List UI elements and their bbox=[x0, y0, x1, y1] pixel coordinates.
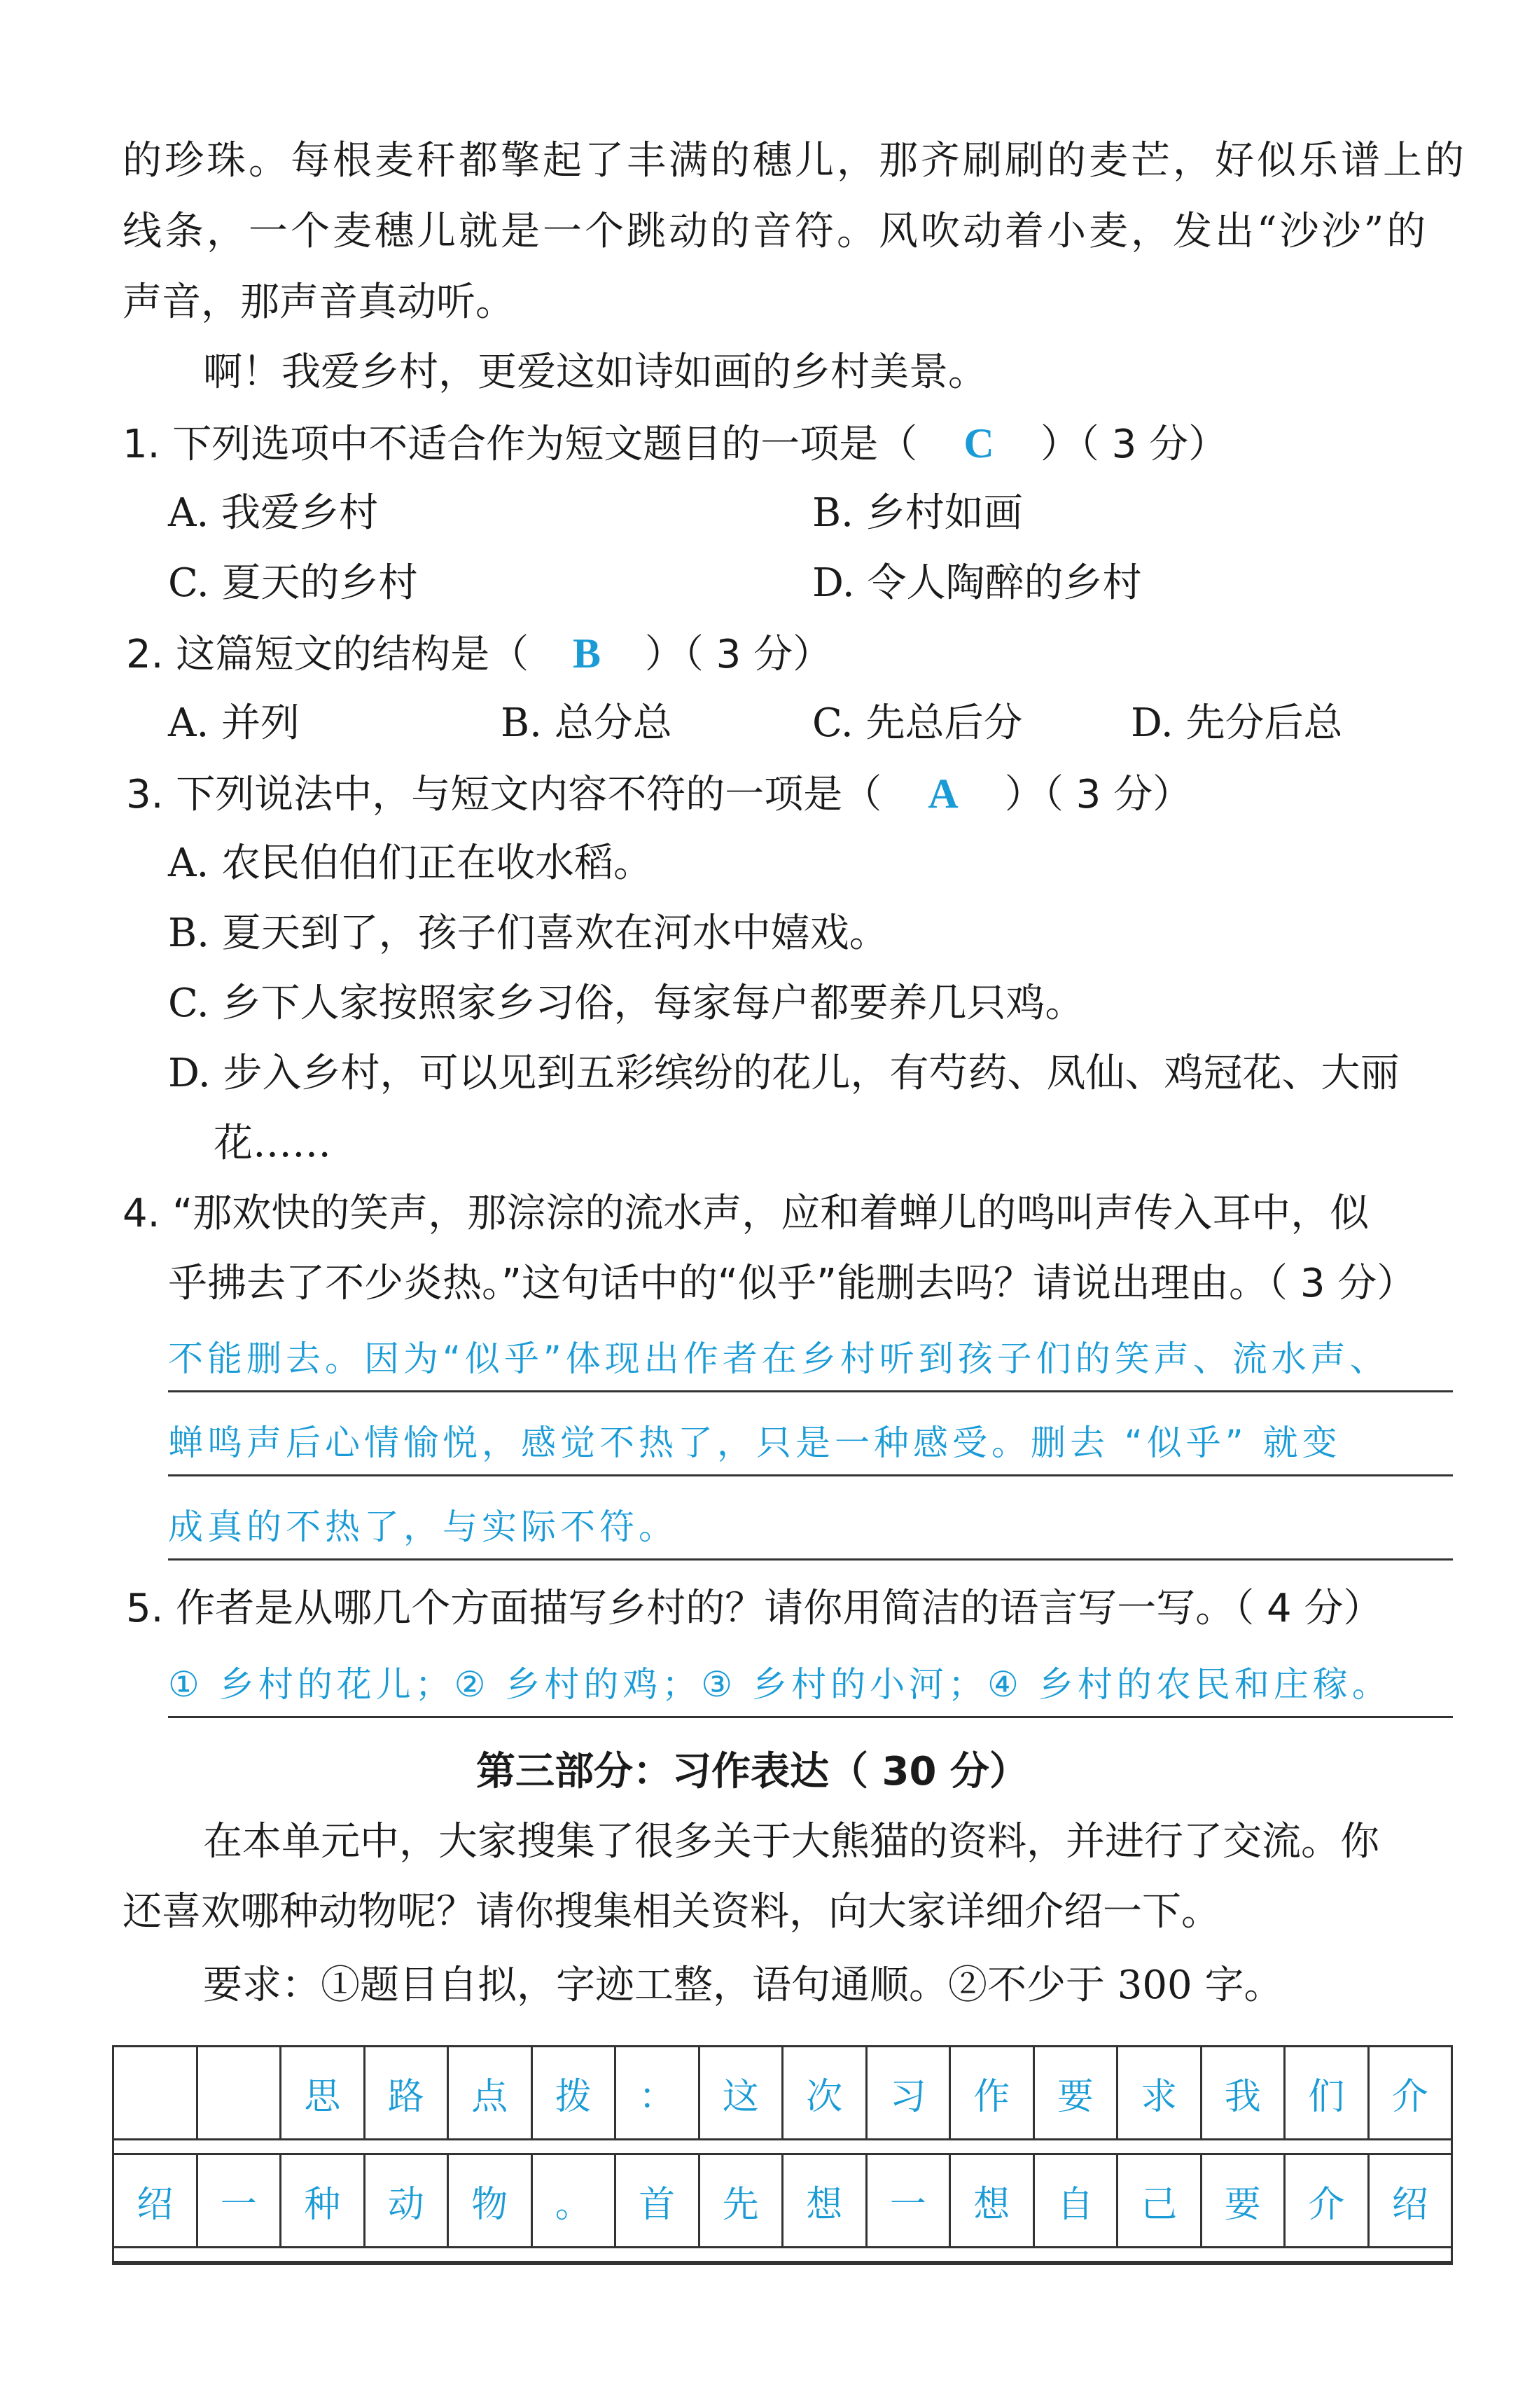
grid-cell: 绍 bbox=[1391, 2183, 1428, 2226]
question-1-option: B. 乡村如画 bbox=[812, 490, 1023, 536]
question-2-score: ）（ 3 分） bbox=[644, 632, 833, 677]
grid-cell: 习 bbox=[868, 2047, 952, 2138]
grid-cell: 先 bbox=[700, 2155, 784, 2246]
question-3-text: 3. 下列说法中，与短文内容不符的一项是（ bbox=[126, 772, 882, 817]
grid-cell: 一 bbox=[198, 2155, 282, 2246]
grid-cell: 想 bbox=[951, 2155, 1035, 2246]
writing-prompt: 在本单元中，大家搜集了很多关于大熊猫的资料，并进行了交流。你 bbox=[203, 1819, 1379, 1864]
grid-cell: 一 bbox=[868, 2155, 952, 2246]
writing-requirement: 要求：①题目自拟，字迹工整，语句通顺。②不少于 300 字。 bbox=[203, 1963, 1283, 2008]
question-2-option: D. 先分后总 bbox=[1131, 700, 1343, 746]
question-2-option: B. 总分总 bbox=[501, 700, 672, 746]
question-4-stem: 乎拂去了不少炎热。”这句话中的“似乎”能删去吗？请说出理由。（ 3 分） bbox=[168, 1261, 1416, 1306]
question-3-option-continued: 花…… bbox=[214, 1121, 331, 1166]
passage-line: 啊！我爱乡村，更爱这如诗如画的乡村美景。 bbox=[203, 350, 987, 395]
question-1-stem bbox=[123, 419, 1227, 469]
grid-cell: 求 bbox=[1118, 2047, 1202, 2138]
question-4-stem: 4. “那欢快的笑声，那淙淙的流水声，应和着蝉儿的鸣叫声传入耳中，似 bbox=[123, 1191, 1370, 1236]
writing-prompt: 还喜欢哪种动物呢？请你搜集相关资料，向大家详细介绍一下。 bbox=[123, 1889, 1220, 1935]
grid-cell: 。 bbox=[533, 2155, 617, 2246]
answer-rule bbox=[168, 1716, 1453, 1718]
grid-cell: 要 bbox=[1035, 2047, 1119, 2138]
section-title: 第三部分：习作表达（ 30 分） bbox=[476, 1749, 1029, 1794]
grid-cell: 思 bbox=[281, 2047, 365, 2138]
question-5-answer: ① 乡村的花儿；② 乡村的鸡；③ 乡村的小河；④ 乡村的农民和庄稼。 bbox=[168, 1664, 1391, 1705]
grid-cell: 这 bbox=[700, 2047, 784, 2138]
grid-cell bbox=[198, 2047, 282, 2138]
grid-cell: 首 bbox=[616, 2155, 700, 2246]
grid-cell: 自 bbox=[1035, 2155, 1119, 2246]
question-1-text: 1. 下列选项中不适合作为短文题目的一项是（ bbox=[123, 422, 918, 467]
question-1-score: ）（ 3 分） bbox=[1040, 422, 1228, 467]
question-4-answer-line: 成真的不热了，与实际不符。 bbox=[168, 1507, 678, 1547]
question-3-score: ）（ 3 分） bbox=[1004, 772, 1192, 817]
grid-spacer bbox=[114, 2140, 1451, 2155]
grid-cell: 要 bbox=[1202, 2155, 1286, 2246]
answer-rule bbox=[168, 1390, 1453, 1392]
grid-cell: ： bbox=[616, 2047, 700, 2138]
grid-cell: 路 bbox=[365, 2047, 450, 2138]
question-3-option: B. 夏天到了，孩子们喜欢在河水中嬉戏。 bbox=[168, 911, 889, 956]
grid-row bbox=[114, 2155, 1451, 2248]
question-2-text: 2. 这篇短文的结构是（ bbox=[126, 632, 529, 677]
grid-cell: 我 bbox=[1202, 2047, 1286, 2138]
question-2-stem bbox=[126, 629, 832, 679]
grid-cell: 次 bbox=[784, 2047, 868, 2138]
question-1-answer: C bbox=[963, 420, 994, 466]
grid-cell: 物 bbox=[449, 2155, 533, 2246]
grid-cell: 种 bbox=[281, 2155, 365, 2246]
question-2-option: C. 先总后分 bbox=[812, 700, 1023, 746]
question-5-stem: 5. 作者是从哪几个方面描写乡村的？请你用简洁的语言写一写。（ 4 分） bbox=[126, 1586, 1383, 1631]
grid-cell: 拨 bbox=[533, 2047, 617, 2138]
question-3-option: A. 农民伯伯们正在收水稻。 bbox=[168, 840, 653, 886]
grid-cell: 动 bbox=[365, 2155, 450, 2246]
grid-row bbox=[114, 2047, 1451, 2140]
grid-cell: 介 bbox=[1391, 2075, 1428, 2118]
grid-spacer bbox=[114, 2248, 1451, 2263]
grid-cell: 绍 bbox=[114, 2155, 198, 2246]
passage-line: 声音，那声音真动听。 bbox=[123, 279, 515, 325]
question-3-option: D. 步入乡村，可以见到五彩缤纷的花儿，有芍药、凤仙、鸡冠花、大丽 bbox=[168, 1051, 1400, 1096]
grid-cell: 们 bbox=[1286, 2047, 1370, 2138]
grid-cell: 想 bbox=[784, 2155, 868, 2246]
passage-line: 线条，一个麦穗儿就是一个跳动的音符。风吹动着小麦，发出“沙沙”的 bbox=[123, 209, 1429, 254]
writing-grid bbox=[112, 2045, 1453, 2265]
answer-rule bbox=[168, 1474, 1453, 1476]
question-3-stem bbox=[126, 769, 1192, 819]
question-1-option: C. 夏天的乡村 bbox=[168, 560, 418, 606]
grid-cell: 介 bbox=[1286, 2155, 1370, 2246]
question-1-option: A. 我爱乡村 bbox=[168, 490, 379, 536]
question-2-option: A. 并列 bbox=[168, 700, 300, 746]
grid-cell bbox=[114, 2047, 198, 2138]
answer-rule bbox=[168, 1558, 1453, 1561]
grid-cell: 点 bbox=[449, 2047, 533, 2138]
question-1-option: D. 令人陶醉的乡村 bbox=[812, 560, 1142, 606]
question-3-option: C. 乡下人家按照家乡习俗，每家每户都要养几只鸡。 bbox=[168, 981, 1085, 1026]
question-2-answer: B bbox=[573, 630, 601, 677]
passage-line: 的珍珠。每根麦秆都擎起了丰满的穗儿，那齐刷刷的麦芒，好似乐谱上的 bbox=[123, 138, 1467, 184]
question-4-answer-line: 蝉鸣声后心情愉悦，感觉不热了，只是一种感受。删去 “似乎” 就变 bbox=[168, 1423, 1342, 1463]
question-4-answer-line: 不能删去。因为“似乎”体现出作者在乡村听到孩子们的笑声、流水声、 bbox=[168, 1338, 1389, 1379]
question-3-answer: A bbox=[928, 770, 959, 817]
grid-cell: 己 bbox=[1118, 2155, 1202, 2246]
grid-cell: 作 bbox=[951, 2047, 1035, 2138]
